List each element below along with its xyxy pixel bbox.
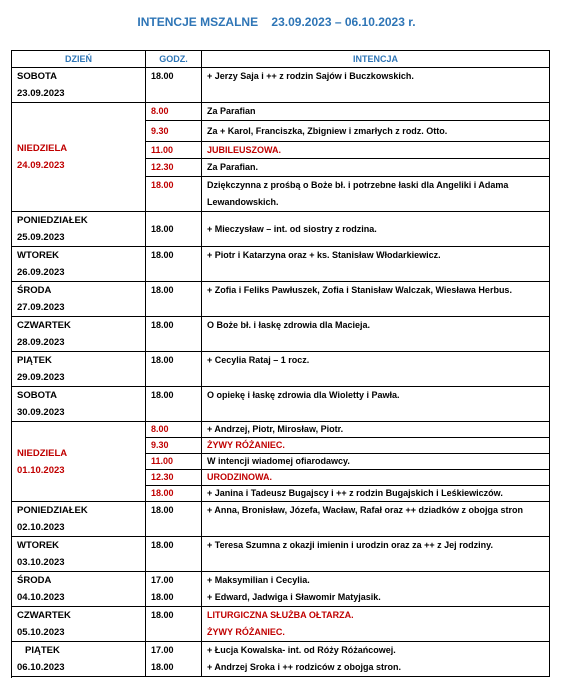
table-row: [12, 103, 550, 121]
day-name: ŚRODA: [17, 285, 52, 296]
day-date: 30.09.2023: [17, 407, 65, 418]
day-cell: [12, 212, 146, 247]
table-row: [12, 212, 550, 247]
day-cell: [12, 282, 146, 317]
intention-cell: + Teresa Szumna z okazji imienin i urodzin oraz za ++ z Jej rodziny.: [202, 537, 550, 572]
time-cell: 18.00: [146, 212, 202, 247]
table-row: [12, 387, 550, 422]
page-edge-line: [11, 660, 12, 678]
time-cell: 18.00: [146, 68, 202, 103]
table-row: [12, 642, 550, 677]
day-date: 04.10.2023: [17, 592, 65, 603]
intention-cell: + Piotr i Katarzyna oraz + ks. Stanisław Włodarkiewicz.: [202, 247, 550, 282]
time-value: 17.00: [151, 645, 174, 655]
intention-cell: Za Parafian: [202, 103, 550, 121]
intention-cell: + Mieczysław – int. od siostry z rodzina.: [202, 212, 550, 247]
day-date: 05.10.2023: [17, 627, 65, 638]
time-cell: 12.30: [146, 470, 202, 486]
header-day: DZIEŃ: [12, 51, 146, 68]
day-cell: [12, 68, 146, 103]
table-row: [12, 572, 550, 607]
day-name: SOBOTA: [17, 390, 57, 401]
day-name: PIĄTEK: [25, 645, 60, 656]
table-row: [12, 317, 550, 352]
intention-text: LITURGICZNA SŁUŻBA OŁTARZA.: [207, 610, 354, 620]
day-cell: [12, 317, 146, 352]
intention-cell: JUBILEUSZOWA.: [202, 142, 550, 159]
day-cell: [12, 502, 146, 537]
intention-cell: Za + Karol, Franciszka, Zbigniew i zmarłych z rodz. Otto.: [202, 121, 550, 142]
intention-text: + Edward, Jadwiga i Sławomir Matyjasik.: [207, 592, 381, 602]
day-cell: [12, 352, 146, 387]
day-name: CZWARTEK: [17, 320, 71, 331]
time-cell: 18.00: [146, 387, 202, 422]
intention-cell: + Cecylia Rataj – 1 rocz.: [202, 352, 550, 387]
time-value: 18.00: [151, 662, 174, 672]
time-cell: 18.00: [146, 352, 202, 387]
time-cell: 8.00: [146, 422, 202, 438]
day-cell: [12, 387, 146, 422]
intention-cell: ŻYWY RÓŻANIEC.: [202, 438, 550, 454]
time-cell: 8.00: [146, 103, 202, 121]
day-date: 26.09.2023: [17, 267, 65, 278]
time-cell: 12.30: [146, 159, 202, 177]
intention-cell: [202, 572, 550, 607]
header-time: GODZ.: [146, 51, 202, 68]
intention-cell: URODZINOWA.: [202, 470, 550, 486]
table-row: [12, 247, 550, 282]
time-cell: 18.00: [146, 607, 202, 642]
time-cell: 18.00: [146, 486, 202, 502]
table-row: [12, 537, 550, 572]
intention-text: + Maksymilian i Cecylia.: [207, 575, 310, 585]
day-date: 03.10.2023: [17, 557, 65, 568]
time-cell: 11.00: [146, 142, 202, 159]
day-name: NIEDZIELA: [17, 143, 68, 154]
day-cell-sunday: [12, 422, 146, 502]
day-name: NIEDZIELA: [17, 447, 68, 459]
intention-cell: O Boże bł. i łaskę zdrowia dla Macieja.: [202, 317, 550, 352]
table-row: [12, 607, 550, 642]
time-cell: [146, 642, 202, 677]
intention-cell: + Zofia i Feliks Pawłuszek, Zofia i Stanisław Walczak, Wiesława Herbus.: [202, 282, 550, 317]
time-value: 18.00: [151, 592, 174, 602]
intention-cell: Dziękczynna z prośbą o Boże bł. i potrzebne łaski dla Angeliki i Adama Lewandowskich.: [202, 177, 550, 212]
table-row: [12, 282, 550, 317]
intention-cell: Za Parafian.: [202, 159, 550, 177]
day-cell: [12, 247, 146, 282]
day-cell: [12, 572, 146, 607]
day-date: 27.09.2023: [17, 302, 65, 313]
day-date: 24.09.2023: [17, 160, 65, 171]
day-cell-sunday: [12, 103, 146, 212]
time-cell: [146, 572, 202, 607]
day-name: WTOREK: [17, 250, 60, 261]
day-cell: [12, 607, 146, 642]
day-cell: [12, 642, 146, 677]
day-date: 23.09.2023: [17, 88, 65, 99]
time-cell: 9.30: [146, 121, 202, 142]
time-value: 17.00: [151, 575, 174, 585]
day-date: 29.09.2023: [17, 372, 65, 383]
table-row: [12, 502, 550, 537]
table-row: [12, 352, 550, 387]
time-cell: 11.00: [146, 454, 202, 470]
intention-text: + Łucja Kowalska- int. od Róży Różańcowej.: [207, 645, 396, 655]
intention-text: ŻYWY RÓŻANIEC.: [207, 627, 285, 637]
header-intention: INTENCJA: [202, 51, 550, 68]
intention-cell: [202, 607, 550, 642]
day-name: CZWARTEK: [17, 610, 71, 621]
intention-text: + Andrzej Sroka i ++ rodziców z obojga stron.: [207, 662, 401, 672]
day-name: PONIEDZIAŁEK: [17, 505, 88, 516]
day-name: PIĄTEK: [17, 355, 52, 366]
intention-cell: [202, 642, 550, 677]
time-cell: 9.30: [146, 438, 202, 454]
time-cell: 18.00: [146, 177, 202, 212]
intention-cell: + Anna, Bronisław, Józefa, Wacław, Rafał oraz ++ dziadków z obojga stron: [202, 502, 550, 537]
time-cell: 18.00: [146, 317, 202, 352]
day-name: PONIEDZIAŁEK: [17, 215, 88, 226]
day-date: 28.09.2023: [17, 337, 65, 348]
intention-cell: + Jerzy Saja i ++ z rodzin Sajów i Buczkowskich.: [202, 68, 550, 103]
page-title: INTENCJE MSZALNE 23.09.2023 – 06.10.2023 r.: [137, 15, 416, 29]
time-cell: 18.00: [146, 282, 202, 317]
mass-intentions-table: [11, 50, 550, 677]
intention-cell: W intencji wiadomej ofiarodawcy.: [202, 454, 550, 470]
time-cell: 18.00: [146, 247, 202, 282]
day-date: 06.10.2023: [17, 662, 65, 673]
day-name: ŚRODA: [17, 575, 52, 586]
day-date: 02.10.2023: [17, 522, 65, 533]
intention-cell: + Janina i Tadeusz Bugajscy i ++ z rodzin Bugajskich i Leśkiewiczów.: [202, 486, 550, 502]
day-name: WTOREK: [17, 540, 60, 551]
time-cell: 18.00: [146, 537, 202, 572]
day-name: SOBOTA: [17, 71, 57, 82]
day-cell: [12, 537, 146, 572]
intention-cell: O opiekę i łaskę zdrowia dla Wioletty i Pawła.: [202, 387, 550, 422]
intention-cell: + Andrzej, Piotr, Mirosław, Piotr.: [202, 422, 550, 438]
table-row: [12, 422, 550, 438]
table-header-row: [12, 51, 550, 68]
table-row: [12, 68, 550, 103]
time-cell: 18.00: [146, 502, 202, 537]
day-date: 01.10.2023: [17, 464, 65, 476]
day-date: 25.09.2023: [17, 232, 65, 243]
